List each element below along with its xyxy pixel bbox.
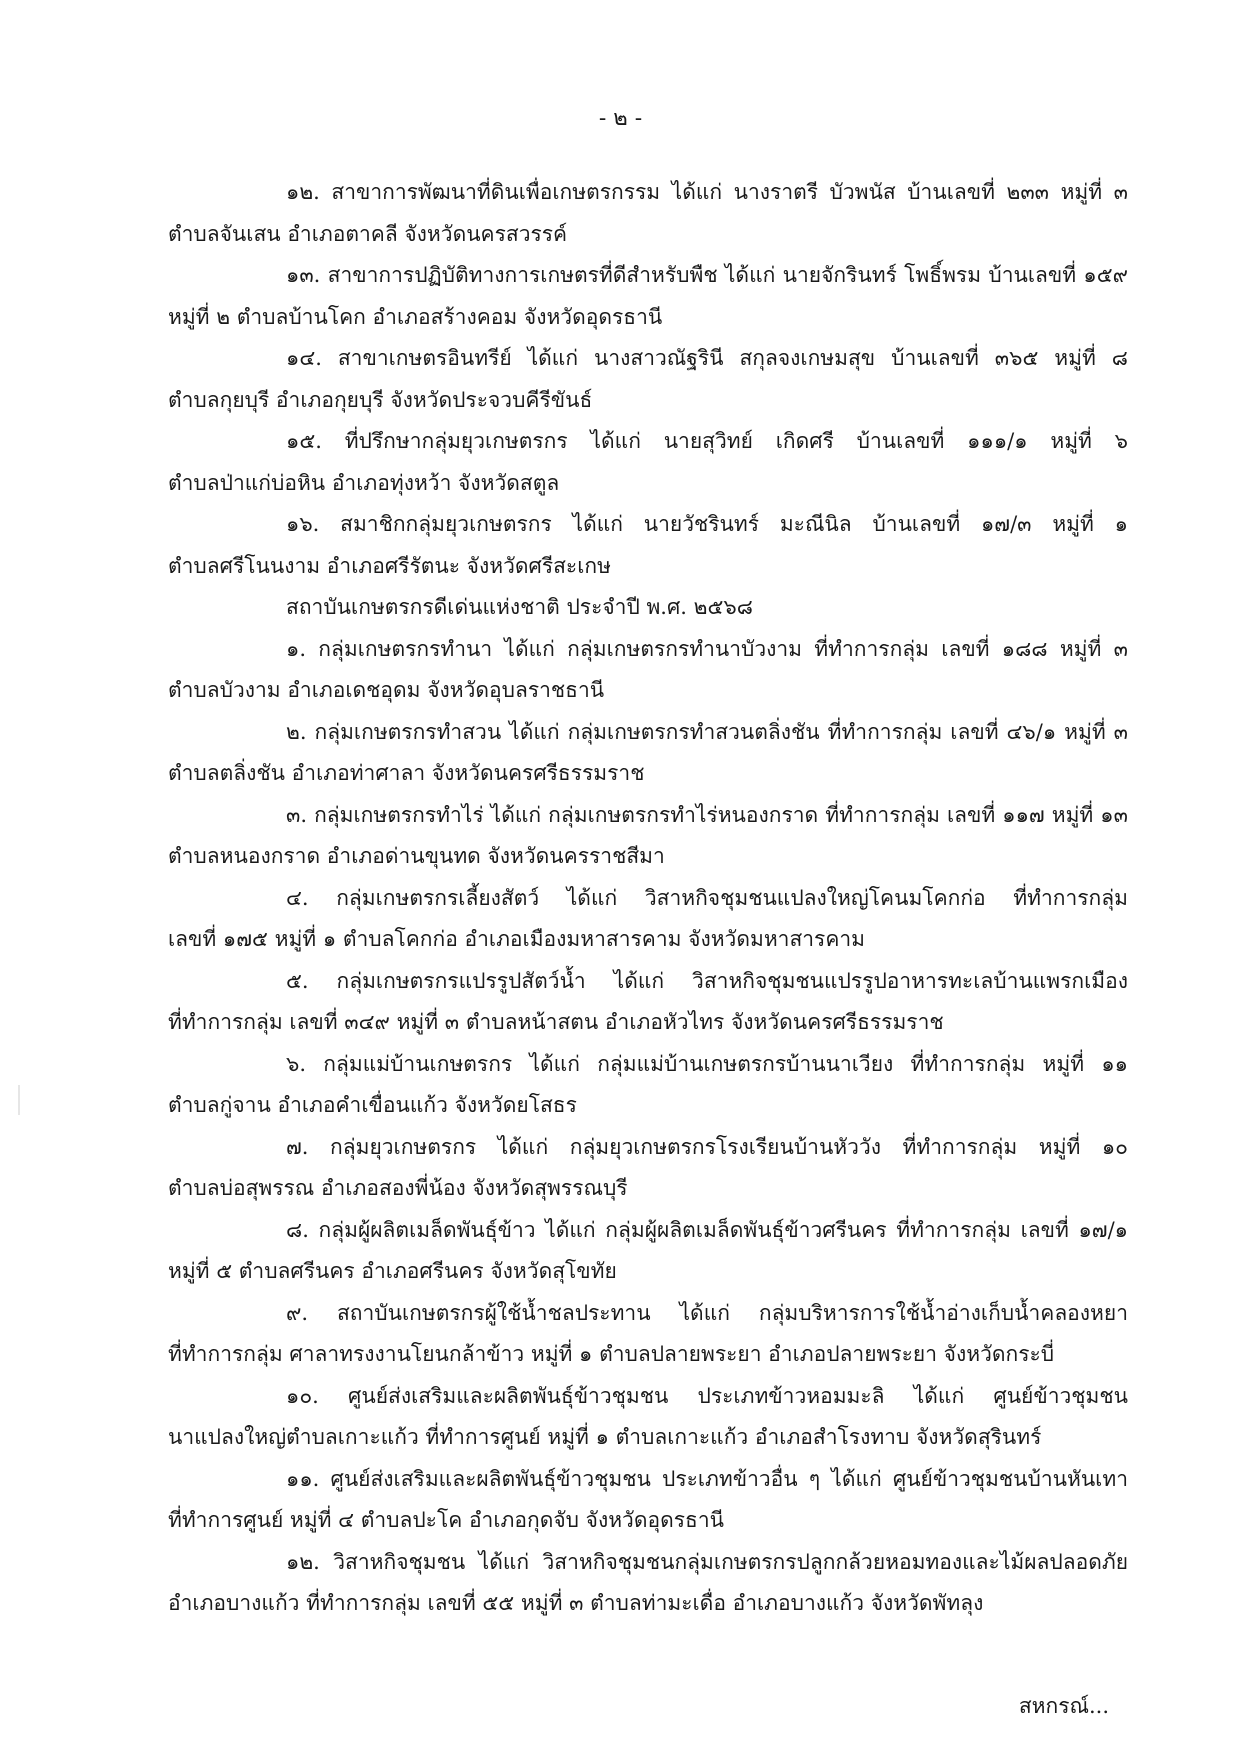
text-line: ตำบลกุยบุรี อำเภอกุยบุรี จังหวัดประจวบคีรีขันธ์ bbox=[168, 387, 593, 412]
text-line: ๘. กลุ่มผู้ผลิตเมล็ดพันธุ์ข้าว ได้แก่ กลุ่มผู้ผลิตเมล็ดพันธุ์ข้าวศรีนคร ที่ทำการกลุ่ม เลขที่ ๑๗/๑ bbox=[286, 1217, 1128, 1242]
text-line: ตำบลกู่จาน อำเภอคำเขื่อนแก้ว จังหวัดยโสธร bbox=[168, 1093, 577, 1117]
text-line: หมู่ที่ ๕ ตำบลศรีนคร อำเภอศรีนคร จังหวัดสุโขทัย bbox=[168, 1259, 617, 1283]
text-line: ที่ทำการศูนย์ หมู่ที่ ๔ ตำบลปะโค อำเภอกุดจับ จังหวัดอุดรธานี bbox=[168, 1508, 724, 1532]
text-line: หมู่ที่ ๒ ตำบลบ้านโคก อำเภอสร้างคอม จังหวัดอุดรธานี bbox=[168, 304, 663, 329]
text-line: ๙. สถาบันเกษตรกรผู้ใช้น้ำชลประทาน ได้แก่ กลุ่มบริหารการใช้น้ำอ่างเก็บน้ำคลองหยา bbox=[286, 1300, 1128, 1325]
text-line: ๓. กลุ่มเกษตรกรทำไร่ ได้แก่ กลุ่มเกษตรกรทำไร่หนองกราด ที่ทำการกลุ่ม เลขที่ ๑๑๗ หมู่ที่ ๑๓ bbox=[286, 802, 1128, 827]
document-body bbox=[168, 172, 1128, 1625]
text-line: ตำบลป่าแก่บ่อหิน อำเภอทุ่งหว้า จังหวัดสตูล bbox=[168, 470, 560, 495]
text-line: ๑๓. สาขาการปฏิบัติทางการเกษตรที่ดีสำหรับพืช ได้แก่ นายจักรินทร์ โพธิ์พรม บ้านเลขที่ ๑๕๙ bbox=[286, 263, 1128, 287]
text-line: นาแปลงใหญ่ตำบลเกาะแก้ว ที่ทำการศูนย์ หมู่ที่ ๑ ตำบลเกาะแก้ว อำเภอสำโรงทาบ จังหวัดสุรินทร์ bbox=[168, 1425, 1042, 1449]
text-line: ๑๕. ที่ปรึกษากลุ่มยุวเกษตรกร ได้แก่ นายสุวิทย์ เกิดศรี บ้านเลขที่ ๑๑๑/๑ หมู่ที่ ๖ bbox=[286, 429, 1128, 453]
text-line: ตำบลบ่อสุพรรณ อำเภอสองพี่น้อง จังหวัดสุพรรณบุรี bbox=[168, 1176, 628, 1200]
text-line: ๑๐. ศูนย์ส่งเสริมและผลิตพันธุ์ข้าวชุมชน ประเภทข้าวหอมมะลิ ได้แก่ ศูนย์ข้าวชุมชน bbox=[286, 1383, 1128, 1408]
text-line: ๗. กลุ่มยุวเกษตรกร ได้แก่ กลุ่มยุวเกษตรกรโรงเรียนบ้านหัววัง ที่ทำการกลุ่ม หมู่ที่ ๑๐ bbox=[286, 1134, 1128, 1159]
text-line: ๑๔. สาขาเกษตรอินทรีย์ ได้แก่ นางสาวณัฐรินี สกุลจงเกษมสุข บ้านเลขที่ ๓๖๕ หมู่ที่ ๘ bbox=[286, 346, 1128, 370]
text-line: ๑๒. สาขาการพัฒนาที่ดินเพื่อเกษตรกรรม ได้แก่ นางราตรี บัวพนัส บ้านเลขที่ ๒๓๓ หมู่ที่ ๓ bbox=[286, 180, 1128, 204]
text-line: ๕. กลุ่มเกษตรกรแปรรูปสัตว์น้ำ ได้แก่ วิสาหกิจชุมชนแปรรูปอาหารทะเลบ้านแพรกเมือง bbox=[286, 968, 1128, 993]
text-line: ตำบลศรีโนนงาม อำเภอศรีรัตนะ จังหวัดศรีสะเกษ bbox=[168, 553, 611, 578]
text-line: ที่ทำการกลุ่ม เลขที่ ๓๔๙ หมู่ที่ ๓ ตำบลหน้าสตน อำเภอหัวไทร จังหวัดนครศรีธรรมราช bbox=[168, 1010, 944, 1034]
text-line: ๒. กลุ่มเกษตรกรทำสวน ได้แก่ กลุ่มเกษตรกรทำสวนตลิ่งชัน ที่ทำการกลุ่ม เลขที่ ๔๖/๑ หมู่ที่ ๓ bbox=[286, 719, 1128, 744]
text-line: ๑. กลุ่มเกษตรกรทำนา ได้แก่ กลุ่มเกษตรกรทำนาบัวงาม ที่ทำการกลุ่ม เลขที่ ๑๘๘ หมู่ที่ ๓ bbox=[286, 636, 1128, 661]
text-line: ตำบลหนองกราด อำเภอด่านขุนทด จังหวัดนครราชสีมา bbox=[168, 844, 665, 868]
text-line: ๑๒. วิสาหกิจชุมชน ได้แก่ วิสาหกิจชุมชนกลุ่มเกษตรกรปลูกกล้วยหอมทองและไม้ผลปลอดภัย bbox=[286, 1549, 1128, 1574]
text-line: อำเภอบางแก้ว ที่ทำการกลุ่ม เลขที่ ๕๕ หมู่ที่ ๓ ตำบลท่ามะเดื่อ อำเภอบางแก้ว จังหวัดพัทลุง bbox=[168, 1591, 984, 1615]
section-heading: สถาบันเกษตรกรดีเด่นแห่งชาติ ประจำปี พ.ศ. ๒๕๖๘ bbox=[286, 595, 753, 619]
text-line: ๑๑. ศูนย์ส่งเสริมและผลิตพันธุ์ข้าวชุมชน ประเภทข้าวอื่น ๆ ได้แก่ ศูนย์ข้าวชุมชนบ้านหันเทา bbox=[286, 1466, 1128, 1491]
text-line: ๔. กลุ่มเกษตรกรเลี้ยงสัตว์ ได้แก่ วิสาหกิจชุมชนแปลงใหญ่โคนมโคกก่อ ที่ทำการกลุ่ม bbox=[286, 885, 1128, 910]
text-line: เลขที่ ๑๗๕ หมู่ที่ ๑ ตำบลโคกก่อ อำเภอเมืองมหาสารคาม จังหวัดมหาสารคาม bbox=[168, 927, 866, 951]
text-line: ที่ทำการกลุ่ม ศาลาทรงงานโยนกล้าข้าว หมู่ที่ ๑ ตำบลปลายพระยา อำเภอปลายพระยา จังหวัดกระบี่ bbox=[168, 1342, 1055, 1366]
continuation-marker: สหกรณ์... bbox=[1018, 1694, 1109, 1718]
text-line: ตำบลจันเสน อำเภอตาคลี จังหวัดนครสวรรค์ bbox=[168, 221, 568, 246]
page-number: - ๒ - bbox=[598, 106, 643, 131]
scan-artifact bbox=[18, 1085, 20, 1115]
text-line: ๑๖. สมาชิกกลุ่มยุวเกษตรกร ได้แก่ นายวัชรินทร์ มะณีนิล บ้านเลขที่ ๑๗/๓ หมู่ที่ ๑ bbox=[286, 512, 1128, 536]
text-line: ตำบลตลิ่งชัน อำเภอท่าศาลา จังหวัดนครศรีธรรมราช bbox=[168, 761, 645, 785]
text-line: ตำบลบัวงาม อำเภอเดชอุดม จังหวัดอุบลราชธานี bbox=[168, 678, 605, 702]
text-line: ๖. กลุ่มแม่บ้านเกษตรกร ได้แก่ กลุ่มแม่บ้านเกษตรกรบ้านนาเวียง ที่ทำการกลุ่ม หมู่ที่ ๑๑ bbox=[286, 1051, 1128, 1076]
